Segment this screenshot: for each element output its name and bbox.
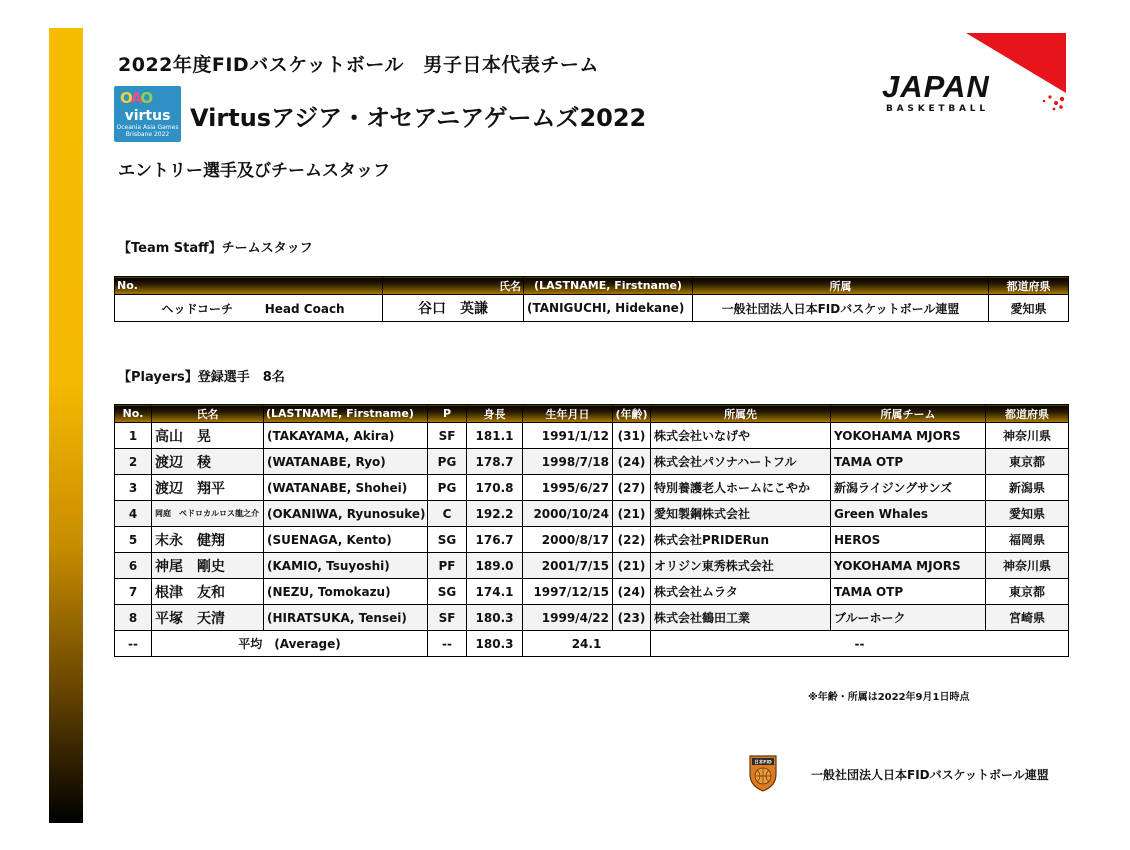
player-romaji: (NEZU, Tomokazu) [264,579,428,605]
player-no: 7 [115,579,152,605]
player-name: 岡庭 ペドロカルロス龍之介 [152,501,264,527]
players-header-no: No. [115,405,152,423]
player-romaji: (TAKAYAMA, Akira) [264,423,428,449]
player-employer: オリジン東秀株式会社 [651,553,831,579]
player-height: 174.1 [467,579,523,605]
average-rest: -- [651,631,1069,657]
player-age: (22) [613,527,651,553]
player-prefecture: 神奈川県 [986,553,1069,579]
staff-name: 谷口 英謙 [383,295,524,322]
player-position: C [428,501,467,527]
player-position: SG [428,579,467,605]
player-prefecture: 宮崎県 [986,605,1069,631]
players-header-romaji: (LASTNAME, Firstname) [264,405,428,423]
player-romaji: (KAMIO, Tsuyoshi) [264,553,428,579]
player-age: (21) [613,553,651,579]
player-romaji: (SUENAGA, Kento) [264,527,428,553]
player-row [115,579,1069,605]
federation-name: 一般社団法人日本FIDバスケットボール連盟 [811,768,1049,782]
player-position: SF [428,605,467,631]
player-height: 192.2 [467,501,523,527]
staff-role-en: Head Coach [264,301,345,316]
player-team: Green Whales [831,501,986,527]
player-romaji: (WATANABE, Ryo) [264,449,428,475]
player-team: 新潟ライジングサンズ [831,475,986,501]
footnote: ※年齢・所属は2022年9月1日時点 [808,692,970,703]
player-birthdate: 1997/12/15 [523,579,613,605]
staff-role-jp: ヘッドコーチ [161,301,233,316]
player-row [115,501,1069,527]
player-position: PG [428,475,467,501]
player-name: 神尾 剛史 [152,553,264,579]
player-prefecture: 神奈川県 [986,423,1069,449]
player-height: 178.7 [467,449,523,475]
player-age: (23) [613,605,651,631]
player-height: 180.3 [467,605,523,631]
players-header-height: 身長 [467,405,523,423]
average-label: 平均 (Average) [152,631,428,657]
player-birthdate: 1995/6/27 [523,475,613,501]
players-header-employer: 所属先 [651,405,831,423]
players-header-team: 所属チーム [831,405,986,423]
player-age: (24) [613,449,651,475]
players-header-position: P [428,405,467,423]
staff-romaji: (TANIGUCHI, Hidekane) [524,295,693,322]
player-row [115,527,1069,553]
player-name: 末永 健翔 [152,527,264,553]
logo-red-dots [1043,95,1065,110]
player-name: 高山 晃 [152,423,264,449]
player-position: SF [428,423,467,449]
player-birthdate: 2001/7/15 [523,553,613,579]
federation-emblem-icon [748,754,778,792]
side-accent-bar [49,28,83,823]
player-no: 8 [115,605,152,631]
player-name: 渡辺 稜 [152,449,264,475]
logo-main-text: JAPAN [882,69,990,104]
player-employer: 株式会社鶴田工業 [651,605,831,631]
virtus-event-logo [114,86,181,142]
event-logo-word: virtus [124,108,171,124]
player-row [115,605,1069,631]
average-no: -- [115,631,152,657]
page-title-line2: Virtusアジア・オセアニアゲームズ2022 [190,104,647,132]
logo-sub-text: BASKETBALL [886,104,989,113]
player-height: 189.0 [467,553,523,579]
player-prefecture: 愛知県 [986,501,1069,527]
staff-header-name: 氏名 [383,277,524,295]
player-no: 2 [115,449,152,475]
staff-role [115,295,383,322]
average-height: 180.3 [467,631,523,657]
staff-row [115,295,1069,322]
player-no: 4 [115,501,152,527]
player-prefecture: 福岡県 [986,527,1069,553]
player-employer: 株式会社いなげや [651,423,831,449]
player-height: 176.7 [467,527,523,553]
player-height: 181.1 [467,423,523,449]
staff-header-prefecture: 都道府県 [989,277,1069,295]
player-employer: 株式会社パソナハートフル [651,449,831,475]
average-row [115,631,1069,657]
player-birthdate: 2000/10/24 [523,501,613,527]
page-title-line1: 2022年度FIDバスケットボール 男子日本代表チーム [118,54,599,76]
player-team: ブルーホーク [831,605,986,631]
player-row [115,449,1069,475]
player-employer: 愛知製鋼株式会社 [651,501,831,527]
average-age: 24.1 [523,631,651,657]
player-team: TAMA OTP [831,449,986,475]
player-employer: 株式会社ムラタ [651,579,831,605]
players-header-prefecture: 都道府県 [986,405,1069,423]
player-name: 渡辺 翔平 [152,475,264,501]
player-team: TAMA OTP [831,579,986,605]
player-birthdate: 1998/7/18 [523,449,613,475]
players-header-age: (年齢) [613,405,651,423]
players-table [114,404,1069,657]
player-position: SG [428,527,467,553]
staff-prefecture: 愛知県 [989,295,1069,322]
player-prefecture: 東京都 [986,449,1069,475]
player-age: (24) [613,579,651,605]
player-age: (31) [613,423,651,449]
player-no: 5 [115,527,152,553]
player-romaji: (WATANABE, Shohei) [264,475,428,501]
player-team: HEROS [831,527,986,553]
player-team: YOKOHAMA MJORS [831,423,986,449]
players-section-title: 【Players】登録選手 8名 [118,370,285,385]
staff-affiliation: 一般社団法人日本FIDバスケットボール連盟 [693,295,989,322]
page-subtitle: エントリー選手及びチームスタッフ [118,161,390,181]
player-prefecture: 東京都 [986,579,1069,605]
player-employer: 株式会社PRIDERun [651,527,831,553]
staff-section-title: 【Team Staff】チームスタッフ [118,241,313,256]
staff-table [114,276,1069,322]
player-position: PG [428,449,467,475]
rings-icon: OAO [120,89,152,107]
player-row [115,423,1069,449]
player-name: 平塚 天清 [152,605,264,631]
player-position: PF [428,553,467,579]
player-birthdate: 1999/4/22 [523,605,613,631]
player-age: (21) [613,501,651,527]
staff-header-romaji: (LASTNAME, Firstname) [524,277,693,295]
average-position: -- [428,631,467,657]
player-height: 170.8 [467,475,523,501]
player-row [115,475,1069,501]
player-birthdate: 2000/8/17 [523,527,613,553]
japan-basketball-logo [878,33,1068,113]
player-team: YOKOHAMA MJORS [831,553,986,579]
staff-header-no: No. [115,277,383,295]
player-prefecture: 新潟県 [986,475,1069,501]
players-header-birthdate: 生年月日 [523,405,613,423]
player-no: 6 [115,553,152,579]
staff-header-affiliation: 所属 [693,277,989,295]
player-row [115,553,1069,579]
emblem-text: 日本FID [754,760,772,766]
player-birthdate: 1991/1/12 [523,423,613,449]
player-no: 1 [115,423,152,449]
player-age: (27) [613,475,651,501]
event-logo-subtitle: Oceania Asia Games Brisbane 2022 [116,124,179,138]
player-romaji: (OKANIWA, Ryunosuke) [264,501,428,527]
player-employer: 特別養護老人ホームにこやか [651,475,831,501]
player-no: 3 [115,475,152,501]
player-name: 根津 友和 [152,579,264,605]
player-romaji: (HIRATSUKA, Tensei) [264,605,428,631]
players-header-name: 氏名 [152,405,264,423]
